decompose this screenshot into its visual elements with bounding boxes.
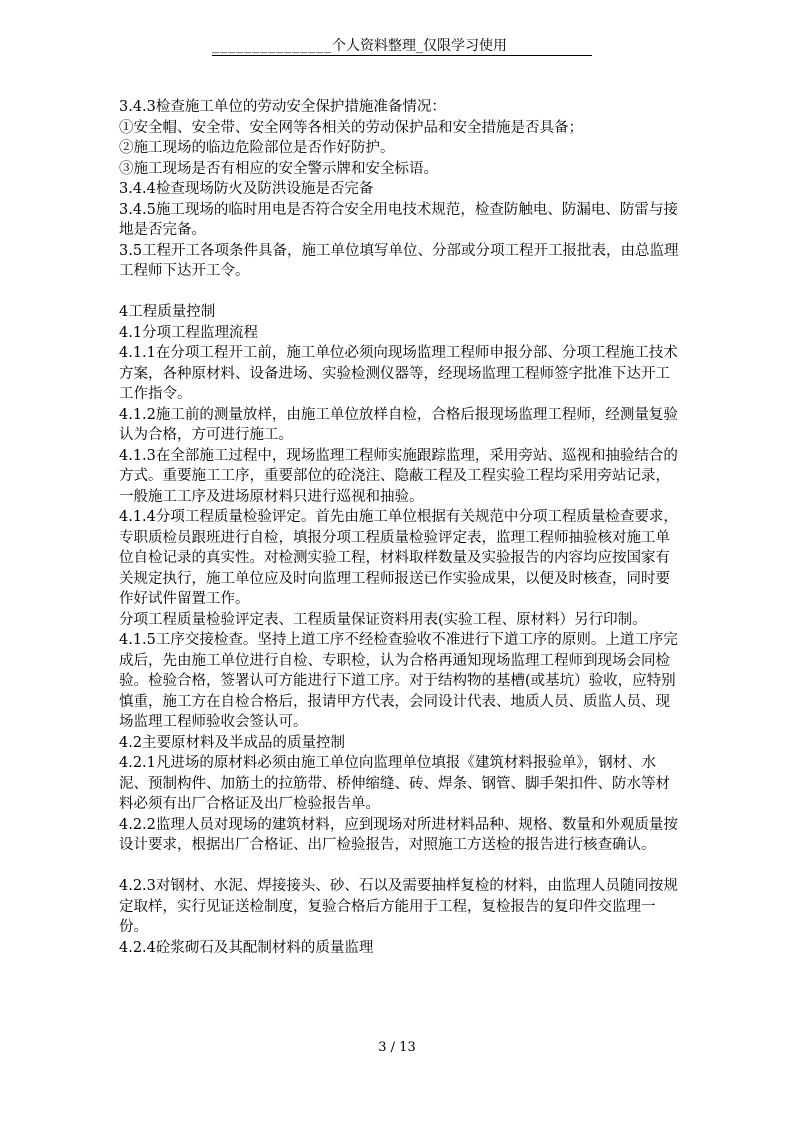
paragraph: 4.2.1凡进场的原材料必须由施工单位向监理单位填报《建筑材料报验单》，钢材、水泥、预制构件、加筋土的拉筋带、桥伸缩缝、砖、焊条、钢管、脚手架扣件、防水等材料必须有出厂合格证及出厂检验报告单。 bbox=[119, 755, 670, 812]
paragraph: 分项工程质量检验评定表、工程质量保证资料用表(实验工程、原材料）另行印制。 bbox=[119, 611, 647, 628]
document-body bbox=[119, 97, 679, 958]
paragraph: 4.1.1在分项工程开工前，施工单位必须向现场监理工程师申报分部、分项工程施工技术方案，各种原材料、设备进场、实验检测仪器等，经现场监理工程师签字批准下达开工工作指令。 bbox=[119, 345, 678, 402]
subsection-heading: 4.2主要原材料及半成品的质量控制 bbox=[119, 734, 346, 751]
paragraph: 4.1.2施工前的测量放样，由施工单位放样自检，合格后报现场监理工程师，经测量复验认为合格，方可进行施工。 bbox=[119, 406, 678, 443]
paragraph: 4.2.2监理人员对现场的建筑材料，应到现场对所进材料品种、规格、数量和外观质量按设计要求，根据出厂合格证、出厂检验报告，对照施工方送检的报告进行核查确认。 bbox=[119, 816, 678, 853]
header-title: 个人资料整理_仅限学习使用 bbox=[332, 38, 507, 54]
paragraph: ③施工现场是否有相应的安全警示牌和安全标语。 bbox=[119, 160, 438, 177]
paragraph: 4.1.5工序交接检查。坚持上道工序不经检查验收不准进行下道工序的原则。上道工序完成后，先由施工单位进行自检、专职检，认为合格再通知现场监理工程师到现场会同检验。检验合格，签署认可方能进行下道工序。对于结构物的基槽(或基坑）验收，应特别慎重，施工方在自检合格后，报请甲方代表，会同设计代表、地质人员、质监人员、现场监理工程师验收会签认可。 bbox=[119, 632, 678, 730]
paragraph: 3.4.3检查施工单位的劳动安全保护措施准备情况： bbox=[119, 99, 446, 115]
paragraph: 3.4.4检查现场防火及防洪设施是否完备 bbox=[119, 181, 374, 197]
subsection-heading: 4.1分项工程监理流程 bbox=[119, 324, 259, 341]
paragraph: ①安全帽、安全带、安全网等各相关的劳动保护品和安全措施是否具备； bbox=[119, 119, 583, 136]
section-heading: 4工程质量控制 bbox=[119, 304, 216, 320]
page-header bbox=[212, 37, 592, 56]
paragraph: ②施工现场的临边危险部位是否作好防护。 bbox=[119, 140, 395, 156]
page-number: 3 / 13 bbox=[378, 1040, 416, 1055]
paragraph: 4.1.4分项工程质量检验评定。首先由施工单位根据有关规范中分项工程质量检查要求，专职质检员跟班进行自检，填报分项工程质量检验评定表，监理工程师抽验核对施工单位自检记录的真实性。对检测实验工程，材料取样数量及实验报告的内容均应按国家有关规定执行，施工单位应及时向监理工程师报送已作实验成果，以便及时核查，同时要作好试件留置工作。 bbox=[119, 509, 678, 607]
paragraph: 4.2.4砼浆砌石及其配制材料的质量监理 bbox=[119, 939, 374, 956]
paragraph: 4.1.3在全部施工过程中，现场监理工程师实施跟踪监理，采用旁站、巡视和抽验结合的方式。重要施工工序，重要部位的砼浇注、隐蔽工程及工程实验工程均采用旁站记录，一般施工工序及进场原材料只进行巡视和抽验。 bbox=[119, 447, 678, 505]
paragraph: 3.5工程开工各项条件具备，施工单位填写单位、分部或分项工程开工报批表，由总监理工程师下达开工令。 bbox=[119, 242, 679, 279]
paragraph: 3.4.5施工现场的临时用电是否符合安全用电技术规范，检查防触电、防漏电、防雷与接地是否完备。 bbox=[119, 201, 678, 238]
paragraph: 4.2.3对钢材、水泥、焊接接头、砂、石以及需要抽样复检的材料，由监理人员随同按规定取样，实行见证送检制度，复验合格后方能用于工程，复检报告的复印件交监理一份。 bbox=[119, 878, 678, 935]
header-dashes: _______________ bbox=[212, 38, 332, 54]
